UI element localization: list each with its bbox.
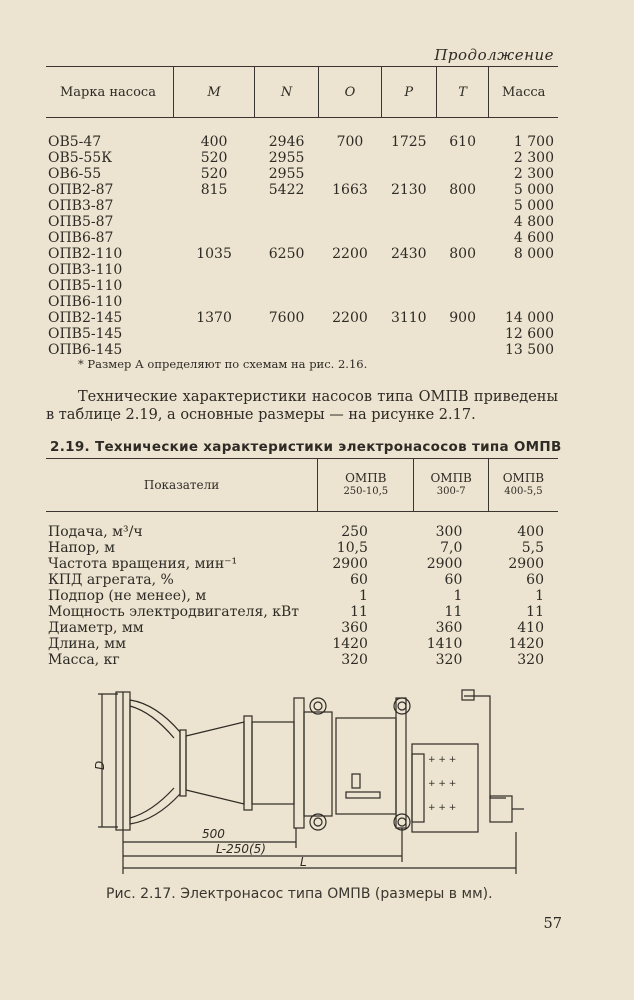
table-cell: 11 [350,604,368,620]
pump-brand-cell: ОПВ2-145 [48,310,123,326]
table-title-text: Технические характеристики электронасосов типа ОМПВ [94,439,562,455]
table-cell [381,278,436,294]
table-cell [436,342,489,358]
table-cell: 2130 [390,182,427,198]
table-cell [254,198,318,214]
table-cell: 1370 [196,310,232,326]
bell-inner [130,706,174,818]
table-cell: 2 300 [513,150,554,166]
table-row [46,262,558,278]
casing-section [304,712,332,816]
col-header-n: N [254,67,318,118]
table-cell: 12 600 [505,326,554,342]
terminal-mark: + + + [428,755,457,765]
cable-gland [462,690,474,700]
pump-brand-cell: ОВ5-47 [48,134,102,150]
table-cell: 700 [336,134,364,150]
table-cell: 1420 [332,636,368,652]
table-cell [254,326,318,342]
table-cell: 320 [341,652,368,668]
indicator-label: Подача, м³/ч [48,524,143,540]
table-cell: 8 000 [513,246,554,262]
pump-brand-cell: ОПВ2-87 [48,182,114,198]
page-number: 57 [543,916,562,932]
table-cell [381,214,436,230]
nameplate [352,774,360,788]
table-cell: 7600 [268,310,305,326]
table-cell [436,198,489,214]
table-row [46,182,558,198]
table-row [46,588,558,604]
table-cell: 900 [449,310,476,326]
col-header-o: O [319,67,381,118]
col-header-label: Показатели [143,477,220,492]
table-cell: 5 000 [513,198,554,214]
table-cell [254,278,318,294]
table-cell: 2900 [332,556,368,572]
table-cell [436,214,489,230]
table-cell [174,278,255,294]
table-cell [319,278,381,294]
pump-specs-table [46,458,558,668]
table-cell [381,326,436,342]
diffuser [186,722,244,804]
table-row [46,604,558,620]
pump-brand-cell: ОПВ5-145 [48,326,123,342]
table-header-row [46,459,558,512]
col-header-label: ОМПВ [502,471,545,485]
table-cell [174,326,255,342]
pump-brand-cell: ОПВ3-87 [48,198,114,214]
table-row [46,620,558,636]
table-cell [436,262,489,278]
table-row [46,512,558,541]
pump-drawing [93,682,536,877]
table-cell: 4 800 [513,214,554,230]
table-cell [319,166,381,182]
table-cell: 2200 [332,310,368,326]
pump-dimensions-table [46,66,558,358]
table-cell [381,230,436,246]
table-cell [254,342,318,358]
pump-brand-cell: ОПВ5-87 [48,214,114,230]
end-cap [490,796,512,822]
col-header-m: M [174,67,255,118]
table-cell [254,294,318,310]
pump-brand-cell: ОПВ6-87 [48,230,114,246]
col-header-sub: 400-5,5 [504,486,543,497]
table-cell: 1 [453,588,463,604]
table-cell [319,342,381,358]
table-cell: 11 [526,604,544,620]
pump-brand-cell: ОПВ6-145 [48,342,123,358]
table-cell: 610 [449,134,476,150]
table-title [50,439,562,455]
table-cell: 400 [517,524,544,540]
continuation-label: Продолжение [434,46,554,64]
table-cell [254,262,318,278]
indicator-label: Длина, мм [48,636,126,652]
pump-brand-cell: ОВ5-55К [48,150,113,166]
dim-label-l: L [300,855,307,869]
col-header-indicators [46,459,318,512]
table-row [46,342,558,358]
table-cell: 1420 [508,636,544,652]
table-cell: 5422 [268,182,305,198]
table-cell [174,294,255,310]
mid-flange [294,698,304,828]
table-cell: 800 [449,182,476,198]
table-cell [381,150,436,166]
terminal-mark: + + + [428,803,457,813]
table-row [46,166,558,182]
table-cell: 2200 [332,246,368,262]
table-cell: 1410 [426,636,463,652]
col-header-label: ОМПВ [345,471,387,485]
table-cell [319,230,381,246]
table-cell [319,214,381,230]
indicator-label: КПД агрегата, % [48,572,174,588]
dim-label-l250: L-250(5) [216,842,266,856]
table-cell [254,230,318,246]
table-cell: 800 [449,246,476,262]
col-header-p: P [381,67,436,118]
table-cell [436,294,489,310]
table-row [46,246,558,262]
table-row [46,118,558,151]
table-cell [436,230,489,246]
table-cell [436,150,489,166]
table-title-number: 2.19. [50,439,90,455]
vent-slot [346,792,380,798]
table-cell [381,342,436,358]
bell-flange [180,730,186,796]
table-row [46,556,558,572]
table-cell: 520 [200,166,228,182]
col-header-ompv-400 [488,459,558,512]
table-cell: 2955 [268,150,305,166]
table-cell: 60 [444,572,463,588]
table-row [46,636,558,652]
table-cell: 1 [359,588,368,604]
table-cell: 2 300 [513,166,554,182]
table-cell: 6250 [268,246,305,262]
table-cell: 2955 [268,166,305,182]
body-flange [244,716,252,810]
motor-housing [336,718,396,814]
lifting-eye-inner [398,818,406,826]
table-cell: 7,0 [440,540,463,556]
table-cell: 400 [200,134,228,150]
table-cell: 360 [341,620,368,636]
table-cell: 1035 [196,246,232,262]
table-row [46,278,558,294]
table-row [46,214,558,230]
motor-flange [396,698,406,828]
table-row [46,294,558,310]
pump-brand-cell: ОПВ3-110 [48,262,123,278]
table-row [46,150,558,166]
col-header-t: T [436,67,489,118]
table-cell: 1 [535,588,544,604]
pump-body [252,722,294,804]
lifting-eye-inner [314,702,322,710]
table-header-row [46,67,558,118]
table-cell: 360 [435,620,463,636]
col-header-label: ОМПВ [430,471,472,485]
table-cell [174,342,255,358]
col-header-ompv-250 [318,459,414,512]
indicator-label: Масса, кг [48,652,120,668]
terminal-box-edge [412,754,424,822]
table-cell [436,326,489,342]
table-cell [254,214,318,230]
table-cell [489,262,558,278]
indicator-label: Мощность электродвигателя, кВт [48,604,300,620]
table-cell [381,166,436,182]
table-cell: 1725 [390,134,427,150]
table-cell: 1663 [332,182,368,198]
terminal-mark: + + + [428,779,457,789]
table-cell: 2430 [390,246,427,262]
table-cell: 11 [444,604,463,620]
table-row [46,326,558,342]
table-cell: 2900 [426,556,463,572]
dim-label-d: D [93,760,107,770]
col-header-ompv-300 [414,459,488,512]
table-cell [489,278,558,294]
col-header-mass: Масса [489,67,558,118]
table-row [46,198,558,214]
lifting-eye-inner [314,818,322,826]
lifting-eye-inner [398,702,406,710]
table-cell: 320 [517,652,544,668]
pump-brand-cell: ОПВ6-110 [48,294,123,310]
table-cell [319,198,381,214]
table-cell: 3110 [390,310,427,326]
indicator-label: Частота вращения, мин⁻¹ [48,556,238,572]
cable-outlet [464,696,506,798]
pump-brand-cell: ОПВ5-110 [48,278,123,294]
table-cell [174,198,255,214]
table-cell: 2900 [508,556,544,572]
table-row [46,652,558,668]
table-cell: 300 [435,524,463,540]
indicator-label: Диаметр, мм [48,620,144,636]
table-cell: 1 700 [513,134,554,150]
table-cell [381,294,436,310]
table-footnote: * Размер А определяют по схемам на рис. 2.16. [78,357,368,371]
dim-label-500: 500 [202,827,225,841]
indicator-label: Напор, м [48,540,116,556]
table-cell: 410 [517,620,544,636]
table-cell [436,166,489,182]
table-cell [174,230,255,246]
table-row [46,230,558,246]
table-cell: 520 [200,150,228,166]
table-cell: 13 500 [505,342,554,358]
table-cell [319,294,381,310]
pump-brand-cell: ОПВ2-110 [48,246,123,262]
body-paragraph: Технические характеристики насосов типа ОМПВ приведены в таблице 2.19, а основные размеры — на рисунке 2.17. [46,389,558,423]
table-cell [319,262,381,278]
figure-caption: Рис. 2.17. Электронасос типа ОМПВ (размеры в мм). [106,886,493,902]
table-cell [436,278,489,294]
table-cell: 320 [435,652,463,668]
pump-brand-cell: ОВ6-55 [48,166,102,182]
col-header-sub: 300-7 [436,486,466,497]
col-header-sub: 250-10,5 [343,486,389,497]
table-cell: 10,5 [336,540,368,556]
table-cell [489,294,558,310]
table-row [46,540,558,556]
table-cell: 60 [526,572,544,588]
table-cell: 60 [350,572,368,588]
table-cell: 815 [200,182,228,198]
table-cell [319,326,381,342]
table-cell [174,262,255,278]
table-cell: 5,5 [521,540,544,556]
table-row [46,572,558,588]
table-cell: 4 600 [513,230,554,246]
table-cell: 2946 [268,134,305,150]
col-header-pump-brand: Марка насоса [46,67,174,118]
table-cell: 5 000 [513,182,554,198]
indicator-label: Подпор (не менее), м [48,588,207,604]
table-cell [174,214,255,230]
table-cell: 14 000 [505,310,554,326]
table-row [46,310,558,326]
table-cell [381,198,436,214]
table-cell [381,262,436,278]
table-cell: 250 [341,524,368,540]
table-cell [319,150,381,166]
